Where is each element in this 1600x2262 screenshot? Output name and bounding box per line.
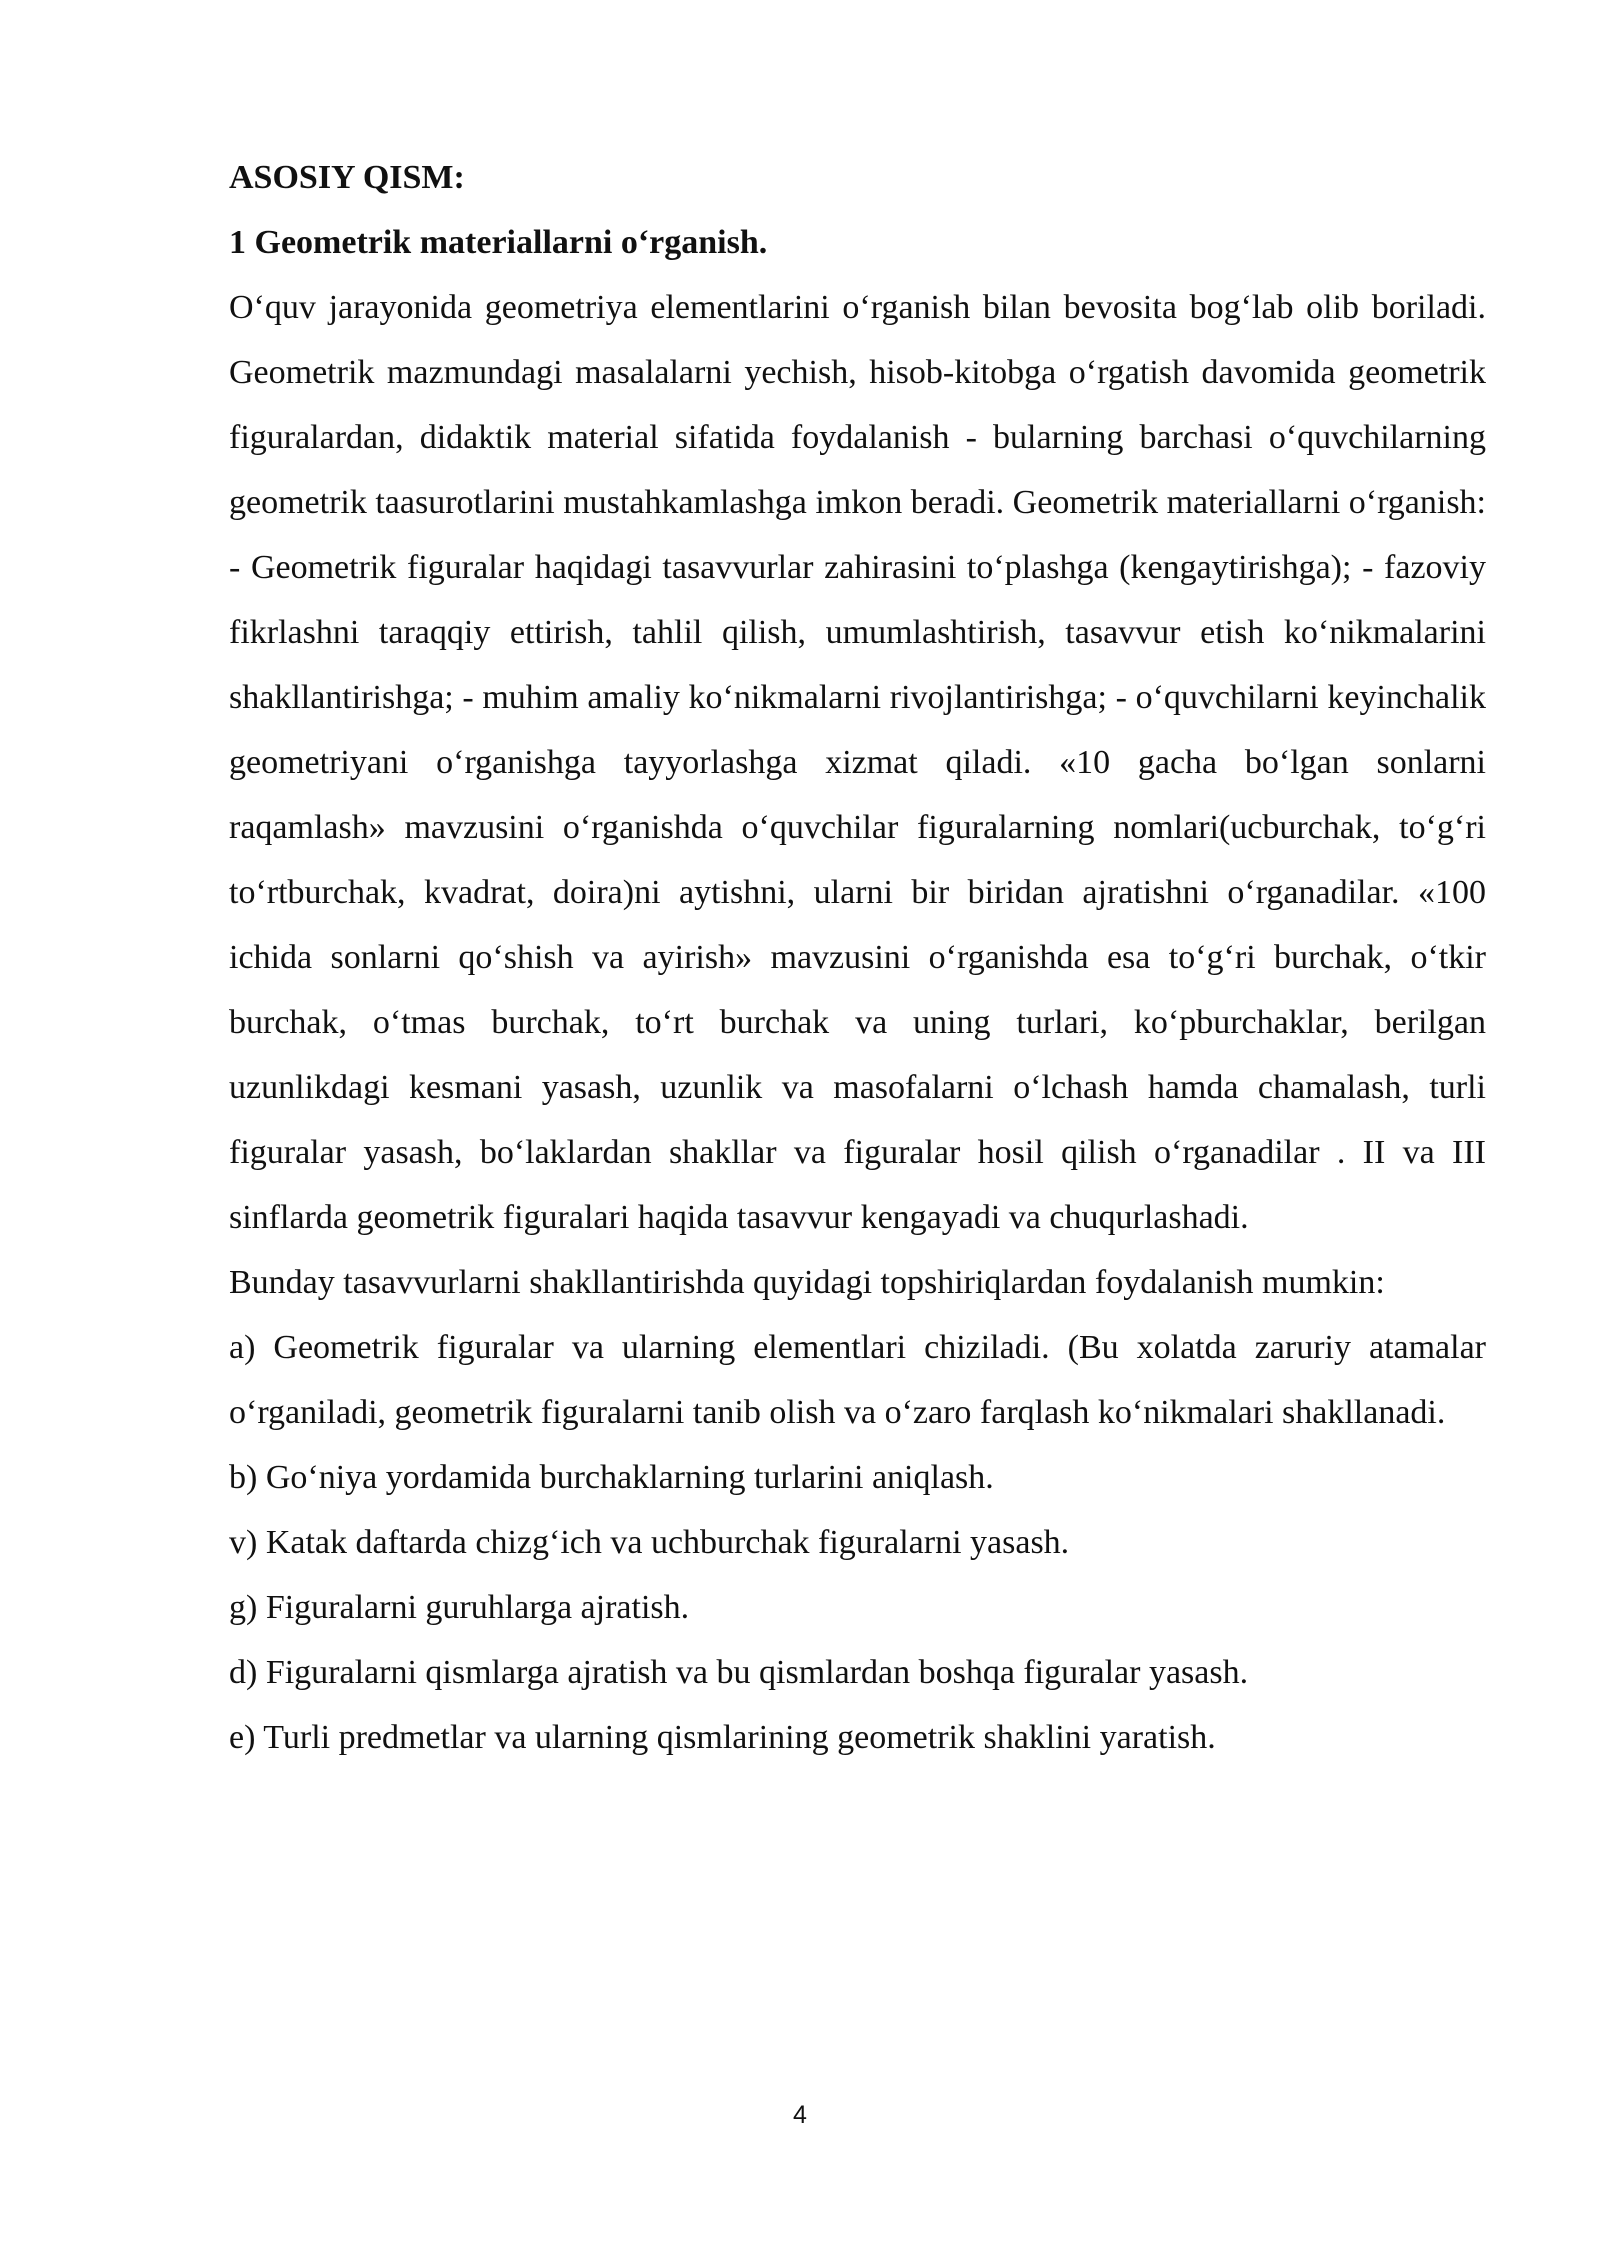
subsection-title: 1 Geometrik materiallarni o‘rganish.: [229, 224, 768, 261]
list-item: e) Turli predmetlar va ularning qismlarining geometrik shaklini yaratish.: [229, 1719, 1216, 1756]
list-item: d) Figuralarni qismlarga ajratish va bu qismlardan boshqa figuralar yasash.: [229, 1654, 1249, 1691]
document-page: [229, 145, 1486, 1770]
section-title: ASOSIY QISM:: [229, 159, 465, 196]
page-number: 4: [793, 2101, 807, 2129]
body-paragraph: Bunday tasavvurlarni shakllantirishda quyidagi topshiriqlardan foydalanish mumkin:: [229, 1264, 1385, 1301]
list-item: a) Geometrik figuralar va ularning elementlari chiziladi. (Bu xolatda zaruriy atamalar o‘rganiladi, geometrik figuralarni tanib olish va o‘zaro farqlash ko‘nikmalari shakllanadi.: [229, 1329, 1486, 1431]
list-item: b) Go‘niya yordamida burchaklarning turlarini aniqlash.: [229, 1459, 994, 1496]
body-paragraph: O‘quv jarayonida geometriya elementlarini o‘rganish bilan bevosita bog‘lab olib boriladi. Geometrik mazmundagi masalalarni yechish, hisob-kitobga o‘rgatish davomida geometrik figuralardan, didaktik material sifatida foydalanish - bularning barchasi o‘quvchilarning geometrik taasurotlarini mustahkamlashga imkon beradi. Geometrik materiallarni o‘rganish: - Geometrik figuralar haqidagi tasavvurlar zahirasini to‘plashga (kengaytirishga); - fazoviy fikrlashni taraqqiy ettirish, tahlil qilish, umumlashtirish, tasavvur etish ko‘nikmalarini shakllantirishga; - muhim amaliy ko‘nikmalarni rivojlantirishga; - o‘quvchilarni keyinchalik geometriyani o‘rganishga tayyorlashga xizmat qiladi. «10 gacha bo‘lgan sonlarni raqamlash» mavzusini o‘rganishda o‘quvchilar figuralarning nomlari(ucburchak, to‘g‘ri to‘rtburchak, kvadrat, doira)ni aytishni, ularni bir biridan ajratishni o‘rganadilar. «100 ichida sonlarni qo‘shish va ayirish» mavzusini o‘rganishda esa to‘g‘ri burchak, o‘tkir burchak, o‘tmas burchak, to‘rt burchak va uning turlari, ko‘pburchaklar, berilgan uzunlikdagi kesmani yasash, uzunlik va masofalarni o‘lchash hamda chamalash, turli figuralar yasash, bo‘laklardan shakllar va figuralar hosil qilish o‘rganadilar . II va III sinflarda geometrik figuralari haqida tasavvur kengayadi va chuqurlashadi.: [229, 289, 1487, 1236]
list-item: g) Figuralarni guruhlarga ajratish.: [229, 1589, 690, 1626]
list-item: v) Katak daftarda chizg‘ich va uchburchak figuralarni yasash.: [229, 1524, 1070, 1561]
